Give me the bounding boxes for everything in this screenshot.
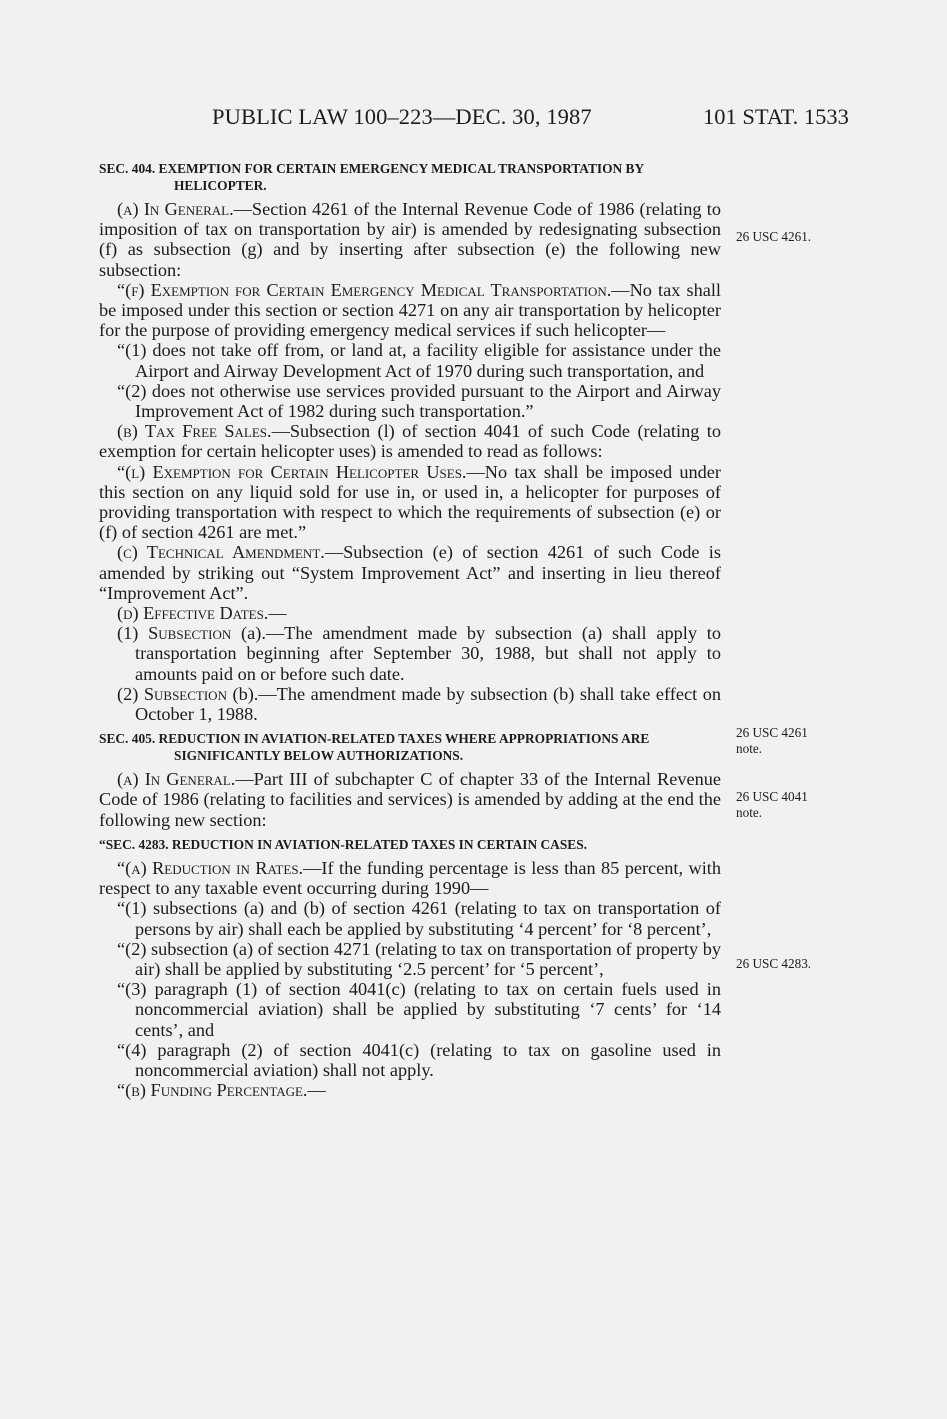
sec-405-heading: SEC. 405. REDUCTION IN AVIATION-RELATED TAXES WHERE APPROPRIATIONS ARE SIGNIFICANTLY BELOW AUTHORIZATIONS. bbox=[99, 731, 650, 764]
page-header bbox=[0, 104, 947, 144]
margin-note-26-usc-4041-note: 26 USC 4041 note. bbox=[736, 789, 808, 820]
sec-4041-l: “(l) Exemption for Certain Helicopter Uses.—No tax shall be imposed under this section on any liquid sold for use in, or used in, a helicopter for purposes of providing transportation with respect to which the requirements of subsection (e) or (f) of section 4261 are met.” bbox=[99, 461, 721, 543]
margin-note-26-usc-4283: 26 USC 4283. bbox=[736, 956, 812, 971]
sec-4261-f-2: “(2) does not otherwise use services provided pursuant to the Airport and Airway Improvement Act of 1982 during such transportation.” bbox=[117, 380, 721, 422]
sec-404-a: (a) In General.—Section 4261 of the Internal Revenue Code of 1986 (relating to imposition of tax on transportation by air) is amended by redesignating subsection (f) as subsection (g) and by inserting after subsection (e) the following new subsection: bbox=[99, 199, 721, 280]
sec-404-b: (b) Tax Free Sales.—Subsection (l) of section 4041 of such Code (relating to exemption for certain helicopter uses) is amended to read as follows: bbox=[99, 421, 721, 462]
sec-4283-a-2: “(2) subsection (a) of section 4271 (relating to tax on transportation of property by air) shall be applied by substituting ‘2.5 percent’ for ‘5 percent’, bbox=[117, 938, 721, 979]
sec-404-c: (c) Technical Amendment.—Subsection (e) of section 4261 of such Code is amended by striking out “System Improvement Act” and inserting in lieu thereof “Improvement Act”. bbox=[99, 542, 721, 603]
margin-note-26-usc-4261-note: 26 USC 4261 note. bbox=[736, 725, 808, 756]
sec-4283-a: “(a) Reduction in Rates.—If the funding percentage is less than 85 percent, with respect to any taxable event occurring during 1990— bbox=[99, 857, 721, 899]
document-body bbox=[99, 160, 721, 1100]
sec-404-d: (d) Effective Dates.— bbox=[117, 603, 287, 624]
sec-404-heading: SEC. 404. EXEMPTION FOR CERTAIN EMERGENCY MEDICAL TRANSPORTATION BY HELICOPTER. bbox=[99, 161, 644, 193]
margin-note-26-usc-4261: 26 USC 4261. bbox=[736, 229, 812, 244]
sec-4283-a-1: “(1) subsections (a) and (b) of section 4261 (relating to tax on transportation of persons by air) shall each be applied by substituting ‘4 percent’ for ‘8 percent’, bbox=[117, 898, 721, 939]
sec-4283-b: “(b) Funding Percentage.— bbox=[117, 1080, 326, 1101]
sec-4283-heading: “SEC. 4283. REDUCTION IN AVIATION-RELATED TAXES IN CERTAIN CASES. bbox=[99, 836, 588, 852]
sec-4283-a-3: “(3) paragraph (1) of section 4041(c) (relating to tax on certain fuels used in noncommercial aviation) shall be applied by substituting ‘7 cents’ for ‘14 cents’, and bbox=[117, 979, 721, 1040]
sec-4261-f-1: “(1) does not take off from, or land at, a facility eligible for assistance under the Airport and Airway Development Act of 1970 during such transportation, and bbox=[117, 340, 721, 381]
sec-405-a: (a) In General.—Part III of subchapter C of chapter 33 of the Internal Revenue Code of 1986 (relating to facilities and services) is amended by adding at the end the following new section: bbox=[99, 769, 721, 830]
stat-page-number: 101 STAT. 1533 bbox=[703, 104, 849, 129]
sec-404-d-1: (1) Subsection (a).—The amendment made by subsection (a) shall apply to transportation beginning after September 30, 1988, but shall not apply to amounts paid on or before such date. bbox=[117, 623, 721, 684]
sec-4261-f: “(f) Exemption for Certain Emergency Medical Transportation.—No tax shall be imposed under this section or section 4271 on any air transportation by helicopter for the purpose of providing emergency medical services if such helicopter— bbox=[99, 279, 721, 341]
sec-404-d-2: (2) Subsection (b).—The amendment made by subsection (b) shall take effect on October 1, 1988. bbox=[117, 683, 721, 725]
public-law-title: PUBLIC LAW 100–223—DEC. 30, 1987 bbox=[212, 104, 592, 129]
sec-4283-a-4: “(4) paragraph (2) of section 4041(c) (relating to tax on gasoline used in noncommercial aviation) shall not apply. bbox=[117, 1039, 721, 1080]
